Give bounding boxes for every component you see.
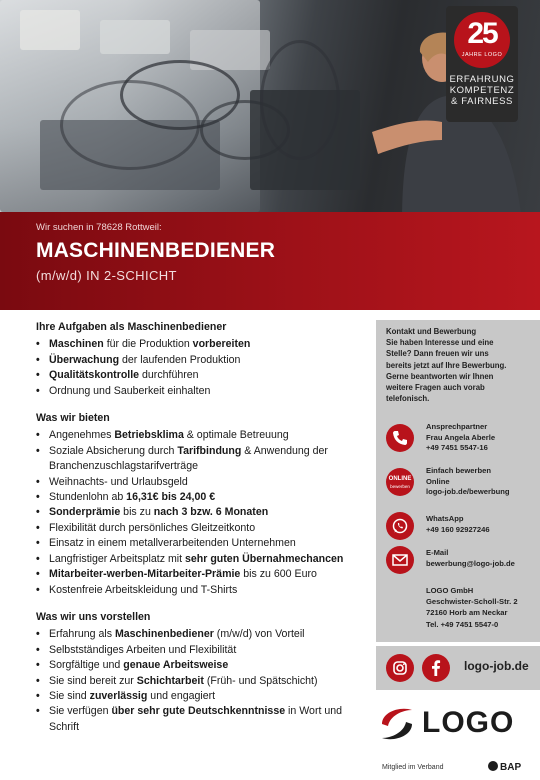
list-item: • Sie sind bereit zur Schichtarbeit (Früh- und Spätschicht) (36, 674, 366, 689)
list-item: • Langfristiger Arbeitsplatz mit sehr guten Übernahmechancen (36, 552, 366, 567)
logo-mark-icon (376, 704, 418, 744)
logo-wordmark: LOGO (422, 706, 515, 739)
contact-email[interactable]: E-Mail bewerbung@logo-job.de (384, 546, 534, 576)
social-bar (376, 646, 540, 690)
bap-mark-icon (488, 761, 498, 771)
list-item: • Angenehmes Betriebsklima & optimale Betreuung (36, 428, 366, 443)
list-item: • Weihnachts- und Urlaubsgeld (36, 475, 366, 490)
contact-phone[interactable]: Ansprechpartner Frau Angela Aberle +49 7451 5547-16 (384, 424, 534, 454)
job-subtitle: (m/w/d) IN 2-SCHICHT (36, 268, 177, 283)
online-apply-icon: ONLINE bewerben (386, 468, 414, 496)
company-logo (376, 704, 536, 750)
company-address: LOGO GmbH Geschwister-Scholl-Str. 2 72160 Horb am Neckar Tel. +49 7451 5547-0 (426, 586, 518, 629)
whatsapp-icon (386, 512, 414, 540)
tasks-list (36, 337, 366, 399)
badge-sub: JAHRE LOGO (461, 52, 503, 58)
offer-list (36, 428, 366, 597)
list-item: • Sonderprämie bis zu nach 3 bzw. 6 Monaten (36, 505, 366, 520)
website-link[interactable]: logo-job.de (464, 659, 529, 673)
envelope-icon (386, 546, 414, 574)
list-item: • Stundenlohn ab 16,31€ bis 24,00 € (36, 490, 366, 505)
expect-list (36, 627, 366, 735)
instagram-icon[interactable] (386, 654, 414, 682)
list-item: • Maschinen für die Produktion vorbereiten (36, 337, 366, 352)
hero-photo (0, 0, 540, 212)
phone-icon (386, 424, 414, 452)
job-title: MASCHINENBEDIENER (36, 239, 276, 262)
badge-circle (454, 12, 510, 68)
list-item: • Sie verfügen über sehr gute Deutschkenntnisse in Wort und Schrift (36, 704, 366, 735)
list-item: • Qualitätskontrolle durchführen (36, 368, 366, 383)
list-item: • Mitarbeiter-werben-Mitarbeiter-Prämie bis zu 600 Euro (36, 567, 366, 582)
badge-tagline: ERFAHRUNG KOMPETENZ & FAIRNESS (449, 74, 515, 107)
list-item: • Sie sind zuverlässig und engagiert (36, 689, 366, 704)
membership-note: Mitglied im Verband (382, 764, 444, 771)
main-content (36, 320, 366, 747)
list-item: • Einsatz in einem metallverarbeitenden Unternehmen (36, 536, 366, 551)
list-item: • Sorgfältige und genaue Arbeitsweise (36, 658, 366, 673)
anniversary-badge (446, 6, 518, 122)
bap-logo: BAP (488, 761, 521, 773)
contact-intro: Kontakt und Bewerbung Sie haben Interesse und eine Stelle? Dann freuen wir uns bereits jetzt auf Ihre Bewerbung. Gerne beantworten wir Ihnen weitere Fragen auch vorab telefonisch. (386, 327, 507, 404)
facebook-icon[interactable] (422, 654, 450, 682)
list-item: • Flexibilität durch persönliches Gleitzeitkonto (36, 521, 366, 536)
tasks-heading: Ihre Aufgaben als Maschinenbediener (36, 321, 227, 333)
footer (382, 761, 540, 775)
title-banner (0, 212, 540, 310)
list-item: • Ordnung und Sauberkeit einhalten (36, 384, 366, 399)
expect-heading: Was wir uns vorstellen (36, 610, 151, 623)
list-item: • Selbstständiges Arbeiten und Flexibilität (36, 643, 366, 658)
offer-heading: Was wir bieten (36, 412, 110, 425)
list-item: • Soziale Absicherung durch Tarifbindung & Anwendung der Branchenzuschlagstarifverträge (36, 444, 366, 475)
list-item: • Kostenfreie Arbeitskleidung und T-Shirts (36, 583, 366, 598)
contact-sidebar (376, 320, 540, 642)
contact-whatsapp[interactable]: WhatsApp +49 160 92927246 (384, 512, 534, 542)
list-item: • Überwachung der laufenden Produktion (36, 353, 366, 368)
contact-online[interactable]: ONLINE bewerben Einfach bewerben Online logo-job.de/bewerbung (384, 468, 534, 498)
list-item: • Erfahrung als Maschinenbediener (m/w/d) von Vorteil (36, 627, 366, 642)
badge-number: 25 (467, 17, 497, 50)
location-intro: Wir suchen in 78628 Rottweil: (36, 222, 162, 233)
